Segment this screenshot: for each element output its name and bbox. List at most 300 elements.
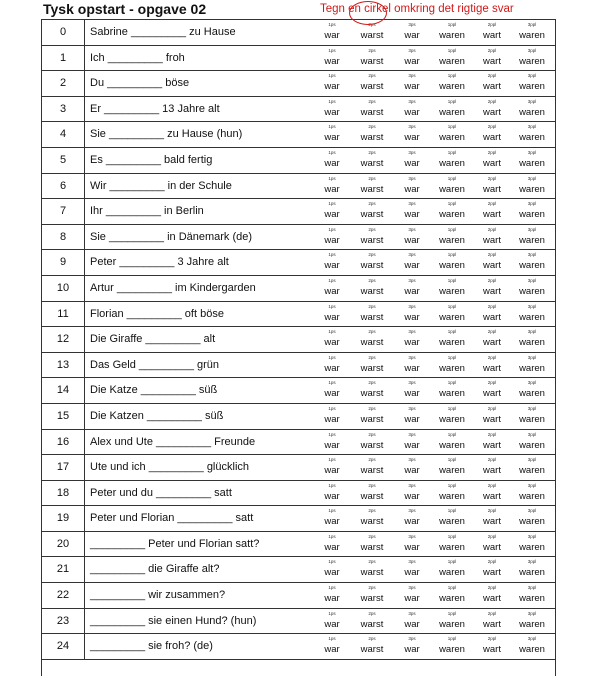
answer-option[interactable] <box>352 174 392 195</box>
column-divider <box>84 327 85 352</box>
answer-option[interactable] <box>392 46 432 67</box>
row-number: 1 <box>59 51 67 64</box>
answer-option[interactable] <box>432 71 472 92</box>
answer-options <box>312 532 552 557</box>
answer-option[interactable] <box>312 353 352 374</box>
answer-option[interactable] <box>312 225 352 246</box>
answer-option[interactable] <box>352 71 392 92</box>
person-label: 1ps <box>328 431 336 437</box>
answer-option[interactable] <box>312 430 352 451</box>
column-divider <box>84 378 85 403</box>
row-number: 10 <box>56 281 70 294</box>
person-label: 3ppl <box>527 252 537 258</box>
person-label: 3ps <box>408 533 416 539</box>
table-row <box>42 327 555 353</box>
person-label: 2ppl <box>487 277 497 283</box>
column-divider <box>84 46 85 71</box>
verb-form: waren <box>519 439 545 451</box>
verb-form: waren <box>519 311 545 323</box>
answer-option[interactable] <box>312 276 352 297</box>
answer-option[interactable] <box>472 378 512 399</box>
answer-options <box>312 404 552 429</box>
answer-option[interactable] <box>392 353 432 374</box>
exercise-sentence: Ihr _________ in Berlin <box>90 205 204 218</box>
answer-option[interactable] <box>512 174 552 195</box>
exercise-sentence: Die Giraffe _________ alt <box>90 333 216 346</box>
answer-option[interactable] <box>512 20 552 41</box>
answer-option[interactable] <box>512 71 552 92</box>
answer-option[interactable] <box>512 250 552 271</box>
answer-option[interactable] <box>472 122 512 143</box>
answer-option[interactable] <box>512 46 552 67</box>
answer-option[interactable] <box>512 378 552 399</box>
answer-options <box>312 455 552 480</box>
answer-option[interactable] <box>312 481 352 502</box>
answer-option[interactable] <box>432 481 472 502</box>
person-label: 1ps <box>328 585 336 591</box>
answer-option[interactable] <box>392 506 432 527</box>
verb-form: war <box>404 311 420 323</box>
answer-option[interactable] <box>352 199 392 220</box>
person-label: 1ps <box>328 252 336 258</box>
answer-option[interactable] <box>392 583 432 604</box>
person-label: 2ps <box>368 47 376 53</box>
exercise-sentence: Ich _________ froh <box>90 51 185 64</box>
exercise-sentence: Florian _________ oft böse <box>90 307 224 320</box>
answer-option[interactable] <box>432 174 472 195</box>
person-label: 2ppl <box>487 610 497 616</box>
column-divider <box>84 557 85 582</box>
answer-option[interactable] <box>472 430 512 451</box>
table-row <box>42 199 555 225</box>
answer-option[interactable] <box>432 20 472 41</box>
verb-form: warst <box>360 516 384 528</box>
verb-form: waren <box>439 413 465 425</box>
answer-option[interactable] <box>512 481 552 502</box>
answer-option[interactable] <box>432 199 472 220</box>
answer-option[interactable] <box>472 609 512 630</box>
person-label: 1ppl <box>447 610 457 616</box>
answer-option[interactable] <box>432 378 472 399</box>
verb-form: war <box>324 209 340 221</box>
answer-option[interactable] <box>392 276 432 297</box>
person-label: 2ps <box>368 533 376 539</box>
verb-form: warst <box>360 260 384 272</box>
answer-option[interactable] <box>392 174 432 195</box>
person-label: 3ppl <box>527 201 537 207</box>
verb-form: war <box>404 618 420 630</box>
answer-option[interactable] <box>312 199 352 220</box>
table-row <box>42 174 555 200</box>
answer-option[interactable] <box>352 430 392 451</box>
exercise-sentence: Sie _________ in Dänemark (de) <box>90 230 253 243</box>
verb-form: war <box>404 81 420 93</box>
answer-option[interactable] <box>512 506 552 527</box>
verb-form: waren <box>439 30 465 41</box>
answer-option[interactable] <box>472 557 512 578</box>
person-label: 3ps <box>408 636 416 642</box>
answer-option[interactable] <box>432 327 472 348</box>
answer-option[interactable] <box>392 378 432 399</box>
answer-options <box>312 20 552 45</box>
answer-option[interactable] <box>472 634 512 655</box>
person-label: 3ppl <box>527 636 537 642</box>
person-label: 1ppl <box>447 329 457 335</box>
verb-form: war <box>324 30 340 41</box>
verb-form: warst <box>360 337 384 349</box>
answer-option[interactable] <box>392 97 432 118</box>
answer-option[interactable] <box>312 506 352 527</box>
verb-form: warst <box>360 388 384 400</box>
answer-option[interactable] <box>472 276 512 297</box>
verb-form: wart <box>483 439 501 451</box>
answer-option[interactable] <box>352 122 392 143</box>
verb-form: war <box>324 388 340 400</box>
verb-form: wart <box>483 618 501 630</box>
answer-option[interactable] <box>472 506 512 527</box>
person-label: 1ps <box>328 98 336 104</box>
answer-option[interactable] <box>392 20 432 41</box>
answer-option[interactable] <box>352 302 392 323</box>
answer-option[interactable] <box>512 583 552 604</box>
answer-option[interactable] <box>352 609 392 630</box>
person-label: 1ps <box>328 482 336 488</box>
verb-form: waren <box>519 183 545 195</box>
answer-option[interactable] <box>432 557 472 578</box>
verb-form: war <box>324 234 340 246</box>
verb-form: wart <box>483 465 501 477</box>
person-label: 3ps <box>408 277 416 283</box>
answer-option[interactable] <box>312 327 352 348</box>
answer-option[interactable] <box>472 148 512 169</box>
verb-form: war <box>404 337 420 349</box>
person-label: 2ps <box>368 431 376 437</box>
instruction-text: Tegn en cirkel omkring det rigtige svar <box>320 3 514 15</box>
exercise-sentence: Peter und Florian _________ satt <box>90 512 254 525</box>
answer-options <box>312 46 552 71</box>
person-label: 1ps <box>328 533 336 539</box>
verb-form: waren <box>519 516 545 528</box>
answer-option[interactable] <box>432 225 472 246</box>
person-label: 2ps <box>368 482 376 488</box>
person-label: 2ps <box>368 175 376 181</box>
person-label: 2ps <box>368 610 376 616</box>
table-row <box>42 378 555 404</box>
verb-form: warst <box>360 362 384 374</box>
person-label: 1ps <box>328 277 336 283</box>
answer-option[interactable] <box>472 97 512 118</box>
answer-option[interactable] <box>312 634 352 655</box>
answer-option[interactable] <box>472 174 512 195</box>
answer-option[interactable] <box>512 225 552 246</box>
answer-option[interactable] <box>352 46 392 67</box>
verb-form: waren <box>519 465 545 477</box>
person-label: 3ps <box>408 610 416 616</box>
table-row <box>42 557 555 583</box>
verb-form: war <box>404 55 420 67</box>
answer-option[interactable] <box>312 455 352 476</box>
answer-option[interactable] <box>312 532 352 553</box>
answer-option[interactable] <box>352 276 392 297</box>
answer-option[interactable] <box>432 430 472 451</box>
answer-option[interactable] <box>312 583 352 604</box>
answer-option[interactable] <box>352 404 392 425</box>
column-divider <box>84 148 85 173</box>
answer-option[interactable] <box>392 199 432 220</box>
answer-option[interactable] <box>392 71 432 92</box>
answer-option[interactable] <box>432 532 472 553</box>
answer-option[interactable] <box>512 97 552 118</box>
answer-option[interactable] <box>432 97 472 118</box>
person-label: 2ppl <box>487 149 497 155</box>
row-number: 24 <box>56 640 70 653</box>
answer-option[interactable] <box>392 225 432 246</box>
person-label: 2ps <box>368 636 376 642</box>
answer-option[interactable] <box>312 174 352 195</box>
verb-form: war <box>404 644 420 656</box>
answer-option[interactable] <box>512 276 552 297</box>
verb-form: warst <box>360 285 384 297</box>
answer-option[interactable] <box>432 353 472 374</box>
answer-option[interactable] <box>432 250 472 271</box>
answer-option[interactable] <box>352 455 392 476</box>
answer-option[interactable] <box>392 302 432 323</box>
person-label: 3ppl <box>527 226 537 232</box>
person-label: 2ppl <box>487 73 497 79</box>
answer-option[interactable] <box>432 276 472 297</box>
person-label: 3ppl <box>527 277 537 283</box>
answer-option[interactable] <box>512 430 552 451</box>
table-row <box>42 634 555 660</box>
answer-option[interactable] <box>312 46 352 67</box>
person-label: 3ppl <box>527 124 537 130</box>
verb-form: waren <box>439 234 465 246</box>
answer-option[interactable] <box>432 455 472 476</box>
answer-option[interactable] <box>432 506 472 527</box>
answer-option[interactable] <box>472 583 512 604</box>
verb-form: war <box>404 362 420 374</box>
answer-option[interactable] <box>512 302 552 323</box>
verb-form: wart <box>483 516 501 528</box>
answer-option[interactable] <box>432 122 472 143</box>
answer-option[interactable] <box>352 225 392 246</box>
answer-option[interactable] <box>512 634 552 655</box>
answer-option[interactable] <box>512 609 552 630</box>
exercise-sentence: _________ sie froh? (de) <box>90 640 213 653</box>
person-label: 3ps <box>408 22 416 27</box>
verb-form: war <box>324 618 340 630</box>
answer-option[interactable] <box>352 353 392 374</box>
answer-option[interactable] <box>352 378 392 399</box>
verb-form: war <box>324 285 340 297</box>
answer-option[interactable] <box>512 148 552 169</box>
answer-option[interactable] <box>352 634 392 655</box>
person-label: 3ppl <box>527 329 537 335</box>
answer-option[interactable] <box>312 148 352 169</box>
verb-form: wart <box>483 337 501 349</box>
person-label: 1ps <box>328 201 336 207</box>
person-label: 3ppl <box>527 559 537 565</box>
person-label: 1ppl <box>447 405 457 411</box>
answer-option[interactable] <box>432 404 472 425</box>
answer-option[interactable] <box>312 378 352 399</box>
person-label: 2ppl <box>487 201 497 207</box>
answer-option[interactable] <box>392 122 432 143</box>
verb-form: waren <box>439 593 465 605</box>
answer-option[interactable] <box>512 122 552 143</box>
answer-option[interactable] <box>392 148 432 169</box>
person-label: 1ppl <box>447 482 457 488</box>
person-label: 1ppl <box>447 303 457 309</box>
answer-option[interactable] <box>392 532 432 553</box>
verb-form: war <box>404 593 420 605</box>
verb-form: war <box>324 567 340 579</box>
answer-option[interactable] <box>472 455 512 476</box>
answer-option[interactable] <box>312 557 352 578</box>
answer-option[interactable] <box>352 481 392 502</box>
answer-option[interactable] <box>432 46 472 67</box>
answer-option[interactable] <box>472 225 512 246</box>
row-number: 9 <box>59 256 67 269</box>
verb-form: war <box>324 541 340 553</box>
answer-option[interactable] <box>512 532 552 553</box>
person-label: 1ps <box>328 508 336 514</box>
answer-option[interactable] <box>312 609 352 630</box>
answer-option[interactable] <box>392 481 432 502</box>
answer-option[interactable] <box>312 97 352 118</box>
table-row <box>42 276 555 302</box>
person-label: 3ppl <box>527 303 537 309</box>
verb-form: waren <box>439 337 465 349</box>
person-label: 1ps <box>328 149 336 155</box>
answer-option[interactable] <box>312 250 352 271</box>
exercise-sentence: Es _________ bald fertig <box>90 153 213 166</box>
person-label: 3ppl <box>527 149 537 155</box>
person-label: 3ps <box>408 431 416 437</box>
answer-option[interactable] <box>472 20 512 41</box>
person-label: 2ppl <box>487 636 497 642</box>
answer-option[interactable] <box>472 404 512 425</box>
answer-option[interactable] <box>472 250 512 271</box>
person-label: 1ps <box>328 636 336 642</box>
verb-form: war <box>324 490 340 502</box>
answer-option[interactable] <box>432 609 472 630</box>
answer-option[interactable] <box>392 404 432 425</box>
verb-form: war <box>404 285 420 297</box>
answer-option[interactable] <box>312 404 352 425</box>
person-label: 1ps <box>328 47 336 53</box>
exercise-sentence: Peter _________ 3 Jahre alt <box>90 256 229 269</box>
person-label: 2ps <box>368 98 376 104</box>
table-row <box>42 225 555 251</box>
answer-option[interactable] <box>392 430 432 451</box>
answer-option[interactable] <box>512 404 552 425</box>
person-label: 3ps <box>408 226 416 232</box>
verb-form: waren <box>519 593 545 605</box>
person-label: 1ps <box>328 329 336 335</box>
row-number: 3 <box>59 102 67 115</box>
answer-option[interactable] <box>352 532 392 553</box>
verb-form: waren <box>439 209 465 221</box>
answer-option[interactable] <box>472 46 512 67</box>
answer-option[interactable] <box>352 557 392 578</box>
verb-form: warst <box>360 30 384 41</box>
row-number: 22 <box>56 589 70 602</box>
answer-option[interactable] <box>512 455 552 476</box>
exercise-sentence: Alex und Ute _________ Freunde <box>90 435 256 448</box>
verb-form: warst <box>360 81 384 93</box>
answer-option[interactable] <box>312 122 352 143</box>
person-label: 1ps <box>328 303 336 309</box>
exercise-table <box>41 19 556 676</box>
answer-option[interactable] <box>432 634 472 655</box>
answer-option[interactable] <box>472 353 512 374</box>
answer-option[interactable] <box>352 506 392 527</box>
answer-option[interactable] <box>352 250 392 271</box>
table-row <box>42 148 555 174</box>
answer-option[interactable] <box>432 148 472 169</box>
answer-option[interactable] <box>392 250 432 271</box>
column-divider <box>84 276 85 301</box>
exercise-sentence: Er _________ 13 Jahre alt <box>90 102 220 115</box>
answer-option[interactable] <box>432 583 472 604</box>
person-label: 3ps <box>408 124 416 130</box>
answer-option[interactable] <box>472 302 512 323</box>
answer-options <box>312 250 552 275</box>
answer-option[interactable] <box>512 327 552 348</box>
person-label: 2ps <box>368 149 376 155</box>
person-label: 3ps <box>408 98 416 104</box>
answer-option[interactable] <box>392 609 432 630</box>
answer-option[interactable] <box>312 71 352 92</box>
verb-form: waren <box>439 567 465 579</box>
person-label: 2ps <box>368 380 376 386</box>
answer-option[interactable] <box>352 148 392 169</box>
person-label: 2ps <box>368 124 376 130</box>
answer-option[interactable] <box>512 353 552 374</box>
answer-option[interactable] <box>392 455 432 476</box>
row-number: 8 <box>59 230 67 243</box>
answer-option[interactable] <box>472 532 512 553</box>
answer-option[interactable] <box>392 327 432 348</box>
person-label: 2ps <box>368 277 376 283</box>
answer-option[interactable] <box>472 481 512 502</box>
person-label: 2ppl <box>487 585 497 591</box>
row-number: 15 <box>56 409 70 422</box>
row-number: 13 <box>56 358 70 371</box>
verb-form: war <box>324 311 340 323</box>
exercise-sentence: _________ wir zusammen? <box>90 589 226 602</box>
person-label: 1ps <box>328 354 336 360</box>
answer-option[interactable] <box>432 302 472 323</box>
answer-option[interactable] <box>352 583 392 604</box>
answer-option[interactable] <box>512 557 552 578</box>
answer-option[interactable] <box>512 199 552 220</box>
person-label: 3ppl <box>527 508 537 514</box>
answer-option[interactable] <box>472 327 512 348</box>
answer-option[interactable] <box>392 557 432 578</box>
answer-option[interactable] <box>312 20 352 41</box>
table-row <box>42 404 555 430</box>
answer-option[interactable] <box>392 634 432 655</box>
answer-option[interactable] <box>472 71 512 92</box>
verb-form: war <box>404 516 420 528</box>
answer-option[interactable] <box>352 97 392 118</box>
answer-option[interactable] <box>352 327 392 348</box>
table-row <box>42 481 555 507</box>
answer-option[interactable] <box>312 302 352 323</box>
answer-option[interactable] <box>472 199 512 220</box>
